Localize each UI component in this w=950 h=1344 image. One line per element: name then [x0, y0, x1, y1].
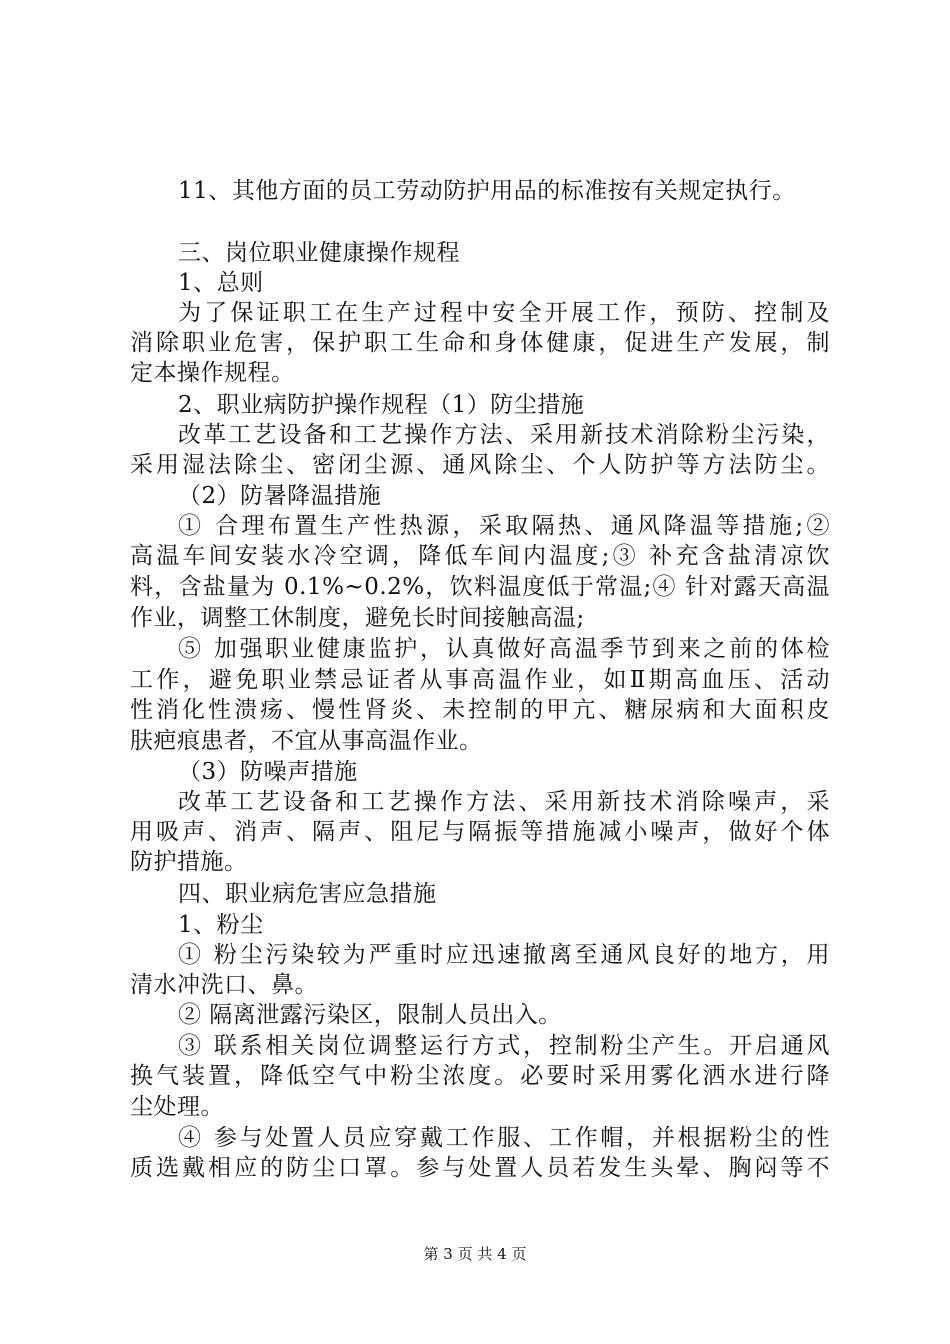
text-line: 用吸声、消声、隔声、阻尼与隔振等措施减小噪声，做好个体 — [130, 819, 830, 845]
text-line: ③ 联系相关岗位调整运行方式，控制粉尘产生。开启通风 — [178, 1033, 830, 1059]
section-heading: 四、职业病危害应急措施 — [178, 881, 437, 907]
text-line: 消除职业危害，保护职工生命和身体健康，促进生产发展，制 — [130, 330, 830, 356]
text-line: ④ 参与处置人员应穿戴工作服、工作帽，并根据粉尘的性 — [178, 1125, 830, 1151]
text-line: ② 隔离泄露污染区，限制人员出入。 — [178, 1002, 562, 1028]
text-line: ① 合理布置生产性热源，采取隔热、通风降温等措施;② — [178, 513, 830, 539]
text-line: 防护措施。 — [130, 849, 248, 875]
text-line: 尘处理。 — [130, 1094, 224, 1120]
text-line: 为了保证职工在生产过程中安全开展工作，预防、控制及 — [178, 300, 830, 326]
text-line: 料，含盐量为 0.1%~0.2%，饮料温度低于常温;④ 针对露天高温 — [130, 574, 830, 600]
subsection-heading: 2、职业病防护操作规程（1）防尘措施 — [178, 392, 585, 418]
subsection-heading: （2）防暑降温措施 — [178, 483, 382, 509]
text-line: 肤疤痕患者，不宜从事高温作业。 — [130, 728, 483, 754]
text-line: 改革工艺设备和工艺操作方法、采用新技术消除噪声，采 — [178, 789, 830, 815]
text-line: 作业，调整工休制度，避免长时间接触高温; — [130, 605, 585, 631]
text-line: ⑤ 加强职业健康监护，认真做好高温季节到来之前的体检 — [178, 636, 830, 662]
subsection-heading: 1、粉尘 — [178, 912, 264, 938]
text-line: 改革工艺设备和工艺操作方法、采用新技术消除粉尘污染， — [178, 422, 830, 448]
text-line: 清水冲洗口、鼻。 — [130, 972, 318, 998]
subsection-heading: 1、总则 — [178, 270, 264, 296]
text-line: 工作，避免职业禁忌证者从事高温作业，如Ⅱ期高血压、活动 — [130, 667, 830, 693]
text-line: 采用湿法除尘、密闭尘源、通风除尘、个人防护等方法防尘。 — [130, 452, 830, 478]
text-line: 高温车间安装水冷空调，降低车间内温度;③ 补充含盐清凉饮 — [130, 543, 830, 569]
subsection-heading: （3）防噪声措施 — [178, 759, 358, 785]
text-line: 11、其他方面的员工劳动防护用品的标准按有关规定执行。 — [178, 178, 796, 204]
text-line: 性消化性溃疡、慢性肾炎、未控制的甲亢、糖尿病和大面积皮 — [130, 697, 830, 723]
text-line: 定本操作规程。 — [130, 360, 295, 386]
page-number-footer: 第 3 页 共 4 页 — [423, 1245, 527, 1263]
text-line: 换气装置，降低空气中粉尘浓度。必要时采用雾化洒水进行降 — [130, 1063, 830, 1089]
section-heading: 三、岗位职业健康操作规程 — [178, 240, 460, 266]
text-line: ① 粉尘污染较为严重时应迅速撤离至通风良好的地方，用 — [178, 942, 830, 968]
text-line: 质选戴相应的防尘口罩。参与处置人员若发生头晕、胸闷等不 — [130, 1155, 830, 1181]
